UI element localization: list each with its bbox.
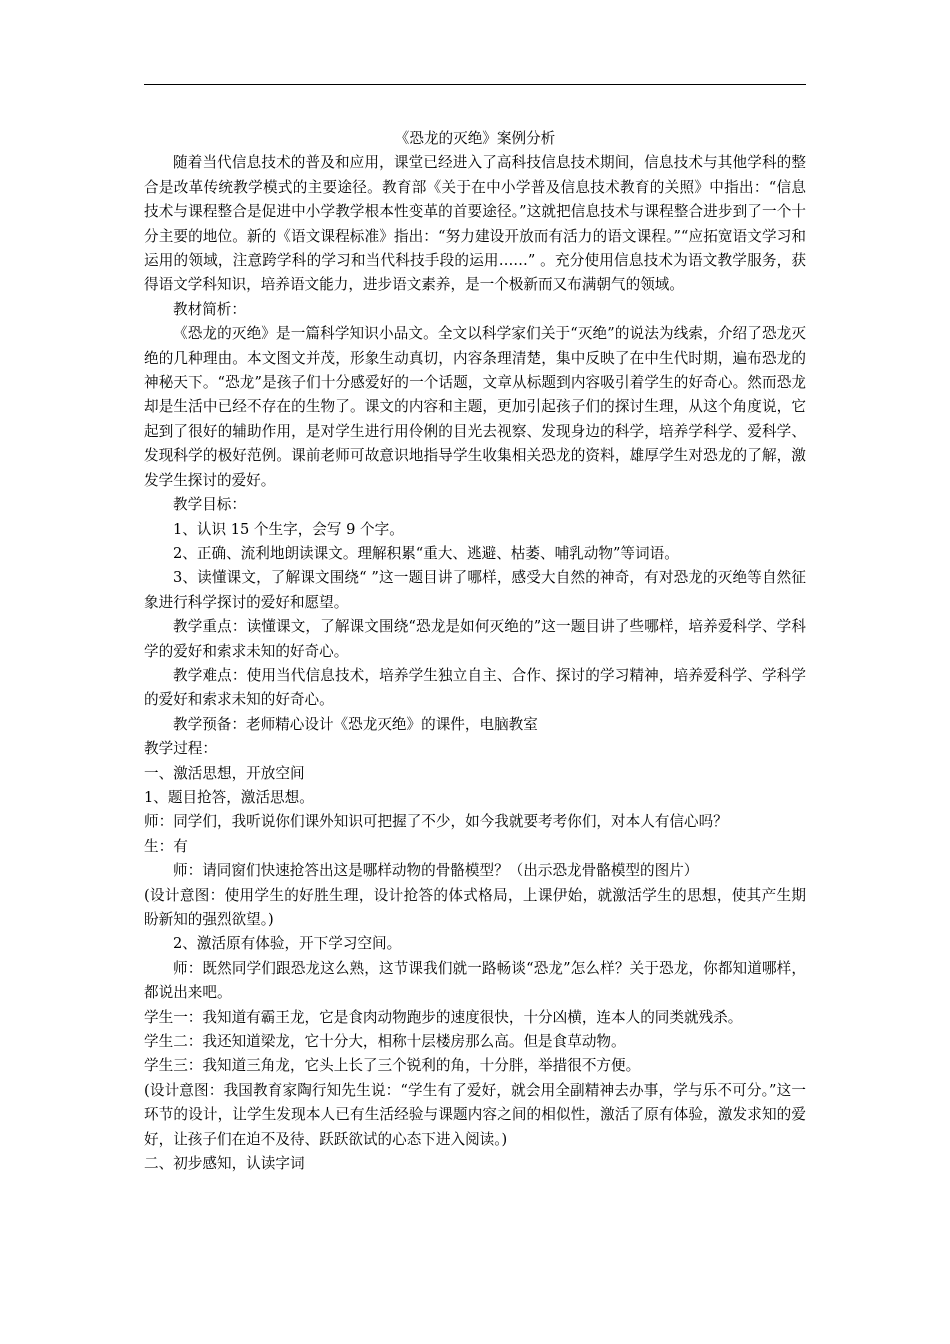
goal-item-1: 1、认识 15 个生字，会写 9 个字。 <box>173 520 404 538</box>
section-heading-material: 教材简析： <box>173 300 246 318</box>
page-title: 《恐龙的灭绝》案例分析 <box>394 130 556 147</box>
teaching-preparation: 教学预备：老师精心设计《恐龙灭绝》的课件，电脑教室 <box>173 715 538 733</box>
dialogue-student-c: 学生三：我知道三角龙，它头上长了三个锐利的角，十分胖，举措很不方便。 <box>144 1057 641 1075</box>
material-paragraph: 《恐龙的灭绝》是一篇科学知识小品文。全文以科学家们关于“灭绝”的说法为线索，介绍了恐龙灭绝的几种理由。本文图文并茂，形象生动真切，内容条理清楚，集中反映了在中生代时期，遍布恐龙的神秘天下。“恐龙”是孩子们十分感爱好的一个话题，文章从标题到内容吸引着学生的好奇心。然而恐龙却是生活中已经不存在的生物了。课文的内容和主题，更加引起孩子们的探讨生理，从这个角度说，它起到了很好的辅助作用，是对学生进行用伶俐的目光去视察、发现身边的科学，培养学科学、爱科学、发现科学的极好范例。课前老师可故意识地指导学生收集相关恐龙的资料，雄厚学生对恐龙的了解，激发学生探讨的爱好。 <box>144 325 806 489</box>
intro-paragraph: 随着当代信息技术的普及和应用，课堂已经进入了高科技信息技术期间，信息技术与其他学科的整合是改革传统教学模式的主要途径。教育部《关于在中小学普及信息技术教育的关照》中指出：“信息技术与课程整合是促进中小学教学根本性变革的首要途径。”这就把信息技术与课程整合进步到了一个十分主要的地位。新的《语文课程标准》指出：“努力建设开放而有活力的语文课程。”“应拓宽语文学习和运用的领域，注意跨学科的学习和当代科技手段的运用……” 。充分使用信息技术为语文教学服务，获得语文学科知识，培养语文能力，进步语文素养，是一个极新而又布满朝气的领域。 <box>144 154 806 294</box>
section-heading-goals: 教学目标： <box>173 496 246 514</box>
dialogue-teacher-1: 师：同学们，我听说你们课外知识可把握了不少，如今我就要考考你们，对本人有信心吗？ <box>144 813 728 831</box>
goal-item-2: 2、正确、流利地朗读课文。理解积累“重大、逃避、枯萎、哺乳动物”等词语。 <box>173 544 679 562</box>
teaching-focus: 教学重点：读懂课文，了解课文围绕“恐龙是如何灭绝的”这一题目讲了些哪样，培养爱科学、学科学的爱好和索求未知的好奇心。 <box>144 618 806 660</box>
substep-1: 1、题目抢答，激活思想。 <box>144 788 314 806</box>
design-intent-2: (设计意图：我国教育家陶行知先生说：“学生有了爱好，就会用全副精神去办事，学与乐不可分。”这一环节的设计，让学生发现本人已有生活经验与课题内容之间的相似性，激活了原有体验，激发求知的爱好，让孩子们在迫不及待、跃跃欲试的心态下进入阅读。) <box>144 1081 806 1148</box>
teaching-difficulty: 教学难点：使用当代信息技术，培养学生独立自主、合作、探讨的学习精神，培养爱科学、学科学的爱好和索求未知的好奇心。 <box>144 666 806 709</box>
step-heading-2: 二、初步感知，认读字词 <box>144 1155 305 1173</box>
dialogue-student-1: 生：有 <box>144 837 188 855</box>
dialogue-teacher-3: 师：既然同学们跟恐龙这么熟，这节课我们就一路畅谈“恐龙”怎么样？关于恐龙，你都知道哪样，都说出来吧。 <box>144 959 806 1002</box>
goal-item-3: 3、读懂课文，了解课文围绕“ ”这一题目讲了哪样，感受大自然的神奇，有对恐龙的灭绝等自然征象进行科学探讨的爱好和愿望。 <box>144 569 806 611</box>
dialogue-teacher-2: 师：请同窗们快速抢答出这是哪样动物的骨骼模型？（出示恐龙骨骼模型的图片） <box>173 862 699 880</box>
step-heading-1: 一、激活思想，开放空间 <box>144 764 305 782</box>
design-intent-1: (设计意图：使用学生的好胜生理，设计抢答的体式格局，上课伊始，就激活学生的思想，使其产生期盼新知的强烈欲望。) <box>144 886 806 928</box>
header-rule <box>144 84 806 85</box>
document-body <box>144 127 806 1176</box>
dialogue-student-a: 学生一：我知道有霸王龙，它是食肉动物跑步的速度很快，十分凶横，连本人的同类就残杀。 <box>144 1008 743 1026</box>
substep-2: 2、激活原有体验，开下学习空间。 <box>173 935 402 953</box>
dialogue-student-b: 学生二：我还知道梁龙，它十分大，相称十层楼房那么高。但是食草动物。 <box>144 1033 626 1051</box>
section-heading-process: 教学过程： <box>144 740 217 758</box>
